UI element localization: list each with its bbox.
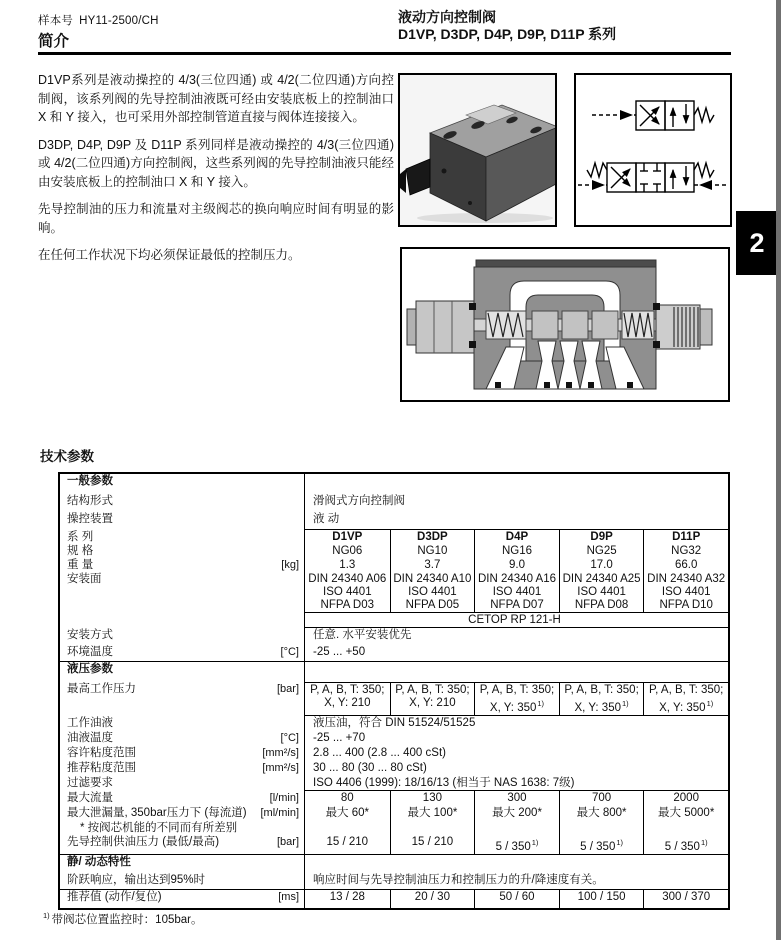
cell: 最大 60* xyxy=(325,806,370,819)
hydraulic-symbols-box xyxy=(574,73,732,227)
cell: 700 xyxy=(559,791,644,806)
cell: 最大 5000* xyxy=(643,806,728,821)
cell: D11P xyxy=(643,530,728,544)
row-value: 响应时间与先导控制油压力和控制压力的升/降速度有关。 xyxy=(313,873,604,886)
cell: DIN 24340 A16 ISO 4401 NFPA D07 xyxy=(474,572,559,612)
cell: 130 xyxy=(390,791,475,806)
header-left xyxy=(38,12,159,51)
cell: NG25 xyxy=(559,544,644,558)
section-hydraulic xyxy=(60,662,728,682)
valve-cross-section-box xyxy=(400,247,730,402)
cell: NG32 xyxy=(643,544,728,558)
row-unit: [mm²/s] xyxy=(262,746,299,759)
row-unit: [°C] xyxy=(280,731,299,744)
cell: NG06 xyxy=(332,545,363,557)
row-value: 2.8 ... 400 (2.8 ... 400 cSt) xyxy=(313,746,446,759)
cell: 300 xyxy=(474,791,559,806)
row-cetop xyxy=(60,612,728,628)
doc-number: HY11-2500/CH xyxy=(79,15,159,27)
cell: 300 / 370 xyxy=(643,890,728,908)
empty-cell xyxy=(559,821,644,835)
row-ambient-temp xyxy=(60,645,728,662)
cell: 最大 100* xyxy=(390,806,475,821)
row-label: 推荐粘度范围 xyxy=(67,761,136,774)
product-title: 液动方向控制阀 xyxy=(398,9,496,25)
valve-schematic-symbols xyxy=(576,75,730,225)
page-edge-strip xyxy=(776,0,781,940)
row-label: 最大泄漏量, 350bar压力下 (每流道) xyxy=(67,806,247,819)
row-label: 结构形式 xyxy=(67,495,113,507)
cell: 1.3 xyxy=(339,559,356,571)
row-unit: [ms] xyxy=(278,890,299,903)
row-unit: [ml/min] xyxy=(260,806,299,819)
valve-photo xyxy=(400,75,555,225)
cell: 13 / 28 xyxy=(329,890,365,903)
footnote-marker: 1) xyxy=(706,699,714,708)
row-label: 油液温度 xyxy=(67,731,113,744)
section-header: 一般参数 xyxy=(67,475,113,487)
cell: 3.7 xyxy=(390,558,475,572)
cell: NG16 xyxy=(474,544,559,558)
row-unit: [bar] xyxy=(276,683,299,695)
empty-cell xyxy=(643,821,728,835)
row-value: 液 动 xyxy=(305,512,728,530)
cell: NG10 xyxy=(390,544,475,558)
section-header: 液压参数 xyxy=(67,663,113,675)
footnote-marker: 1) xyxy=(700,837,708,847)
cell: 5 / 350$^{1)}$ xyxy=(474,835,559,854)
section-general xyxy=(60,474,728,494)
row-max-flow xyxy=(60,791,728,806)
row-label: 先导控制供油压力 (最低/最高) xyxy=(67,835,220,848)
row-mounting xyxy=(60,572,728,612)
row-step-response xyxy=(60,873,728,890)
section-dynamic xyxy=(60,855,728,873)
doc-number-line xyxy=(38,12,159,28)
cell: DIN 24340 A10 ISO 4401 NFPA D05 xyxy=(390,572,475,612)
row-size xyxy=(60,544,728,558)
cell: 15 / 210 xyxy=(326,835,369,848)
footnote-marker: 1) xyxy=(43,911,50,921)
row-value: CETOP RP 121-H xyxy=(305,612,728,628)
empty-cell xyxy=(305,821,390,835)
intro-paragraph: 在任何工作状况下均必须保证最低的控制压力。 xyxy=(38,248,301,262)
row-pilot-supply xyxy=(60,835,728,855)
row-viscosity-recommended xyxy=(60,761,728,776)
row-series xyxy=(60,530,728,544)
row-structure xyxy=(60,494,728,512)
cell: 66.0 xyxy=(643,558,728,572)
cell: 80 xyxy=(340,791,354,804)
cell: 50 / 60 xyxy=(474,890,559,908)
page-section-title: 简介 xyxy=(38,33,70,50)
row-unit: [bar] xyxy=(276,835,299,848)
row-max-pressure xyxy=(60,682,728,716)
row-value: 滑阀式方向控制阀 xyxy=(313,495,405,507)
product-series: D1VP, D3DP, D4P, D9P, D11P 系列 xyxy=(398,26,617,42)
intro-paragraph: D3DP, D4P, D9P 及 D11P 系列同样是液动操控的 4/3(三位四通)或 4/2(二位四通)方向控制阀，这些系列阀的先导控制油液只能经由安装底板上的控制油口 X 和 Y 接入。 xyxy=(38,137,394,189)
intro-paragraph: 先导控制油的压力和流量对主级阀芯的换向响应时间有明显的影响。 xyxy=(38,202,394,235)
row-label: 最高工作压力 xyxy=(67,683,136,695)
row-label: 操控装置 xyxy=(67,513,113,525)
cell: P, A, B, T: 350; X, Y: 210 xyxy=(305,682,390,716)
cell: P, A, B, T: 350; X, Y: 210 xyxy=(390,682,475,716)
spec-table-title: 技术参数 xyxy=(40,449,94,464)
footnote-marker: 1) xyxy=(531,837,539,847)
header-rule xyxy=(38,52,731,55)
row-fluid-temp xyxy=(60,731,728,746)
row-label: 重 量 xyxy=(67,559,94,571)
row-weight xyxy=(60,558,728,572)
cell: 5 / 350$^{1)}$ xyxy=(559,835,644,854)
row-unit: [°C] xyxy=(280,646,299,658)
row-label: 规 格 xyxy=(67,545,94,557)
intro-text xyxy=(38,71,394,274)
row-fluid xyxy=(60,716,728,731)
row-label: 安装面 xyxy=(67,573,102,585)
cell: DIN 24340 A06 ISO 4401 NFPA D03 xyxy=(308,573,387,611)
row-actuation xyxy=(60,512,728,530)
cell: 最大 800* xyxy=(559,806,644,821)
cell: 2000 xyxy=(643,791,728,806)
row-label: 容许粘度范围 xyxy=(67,746,136,759)
row-label: 过滤要求 xyxy=(67,776,113,789)
cell: 100 / 150 xyxy=(559,890,644,908)
row-label: 安装方式 xyxy=(67,629,113,641)
empty-cell xyxy=(390,821,475,835)
row-value: -25 ... +50 xyxy=(313,646,366,658)
intro-paragraph: D1VP系列是液动操控的 4/3(三位四通) 或 4/2(二位四通)方向控制阀，该系列阀的先导控制油液既可经由安装底板上的控制油口 X 和 Y 接入，也可采用外部控制管道直接与阀体连接接入。 xyxy=(38,73,394,124)
cell: 17.0 xyxy=(559,558,644,572)
row-value: 液压油，符合 DIN 51524/51525 xyxy=(313,716,476,729)
empty-cell xyxy=(474,821,559,835)
cell: P, A, B, T: 350; X, Y: 350$^{1)}$ xyxy=(643,682,728,716)
cell: P, A, B, T: 350; X, Y: 350$^{1)}$ xyxy=(559,682,644,716)
footnote-text: 带阀芯位置监控时：105bar。 xyxy=(51,914,203,926)
row-value: 任意. 水平安装优先 xyxy=(313,629,412,641)
cell: D4P xyxy=(474,530,559,544)
cell: 15 / 210 xyxy=(390,835,475,854)
cell: 9.0 xyxy=(474,558,559,572)
empty-cell xyxy=(305,855,728,873)
doc-number-label: 样本号 xyxy=(38,15,74,27)
row-label: 系 列 xyxy=(67,531,94,543)
section-header: 静/ 动态特性 xyxy=(67,855,131,868)
row-label: 阶跃响应，输出达到95%时 xyxy=(67,873,206,886)
cell: 20 / 30 xyxy=(390,890,475,908)
row-value: ISO 4406 (1999): 18/16/13 (相当于 NAS 1638: 7级) xyxy=(305,776,728,791)
empty-cell xyxy=(305,662,728,682)
row-orientation xyxy=(60,628,728,645)
row-filtration xyxy=(60,776,728,791)
spec-table xyxy=(58,472,730,910)
footnote-marker: 1) xyxy=(616,837,624,847)
row-recommended-values xyxy=(60,890,728,908)
cell: P, A, B, T: 350; X, Y: 350$^{1)}$ xyxy=(474,682,559,716)
cell: D1VP xyxy=(332,531,363,543)
cell: 最大 200* xyxy=(474,806,559,821)
valve-cross-section xyxy=(402,249,728,400)
row-label: 环境温度 xyxy=(67,646,113,658)
row-unit: [l/min] xyxy=(269,791,299,804)
chapter-tab: 2 xyxy=(736,211,778,275)
header-right xyxy=(398,9,616,43)
row-unit: [mm²/s] xyxy=(262,761,299,774)
cell: D3DP xyxy=(390,530,475,544)
row-viscosity-allowed xyxy=(60,746,728,761)
footnote xyxy=(42,911,202,927)
cell: DIN 24340 A25 ISO 4401 NFPA D08 xyxy=(559,572,644,612)
row-leakage-note xyxy=(60,821,728,835)
cell: D9P xyxy=(559,530,644,544)
row-label: 推荐值 (动作/复位) xyxy=(67,890,162,903)
footnote-marker: 1) xyxy=(537,699,545,708)
row-unit: [kg] xyxy=(281,559,299,571)
row-max-leakage xyxy=(60,806,728,821)
empty-cell xyxy=(305,474,728,494)
valve-photo-box xyxy=(398,73,557,227)
row-value: 30 ... 80 (30 ... 80 cSt) xyxy=(313,761,427,774)
footnote-marker: 1) xyxy=(621,699,629,708)
row-note: * 按阀芯机能的不同而有所差别 xyxy=(80,821,238,834)
row-label: 工作油液 xyxy=(67,716,113,729)
row-value: -25 ... +70 xyxy=(313,731,366,744)
cell: 5 / 350$^{1)}$ xyxy=(643,835,728,854)
row-label: 最大流量 xyxy=(67,791,113,804)
cell: DIN 24340 A32 ISO 4401 NFPA D10 xyxy=(643,572,728,612)
